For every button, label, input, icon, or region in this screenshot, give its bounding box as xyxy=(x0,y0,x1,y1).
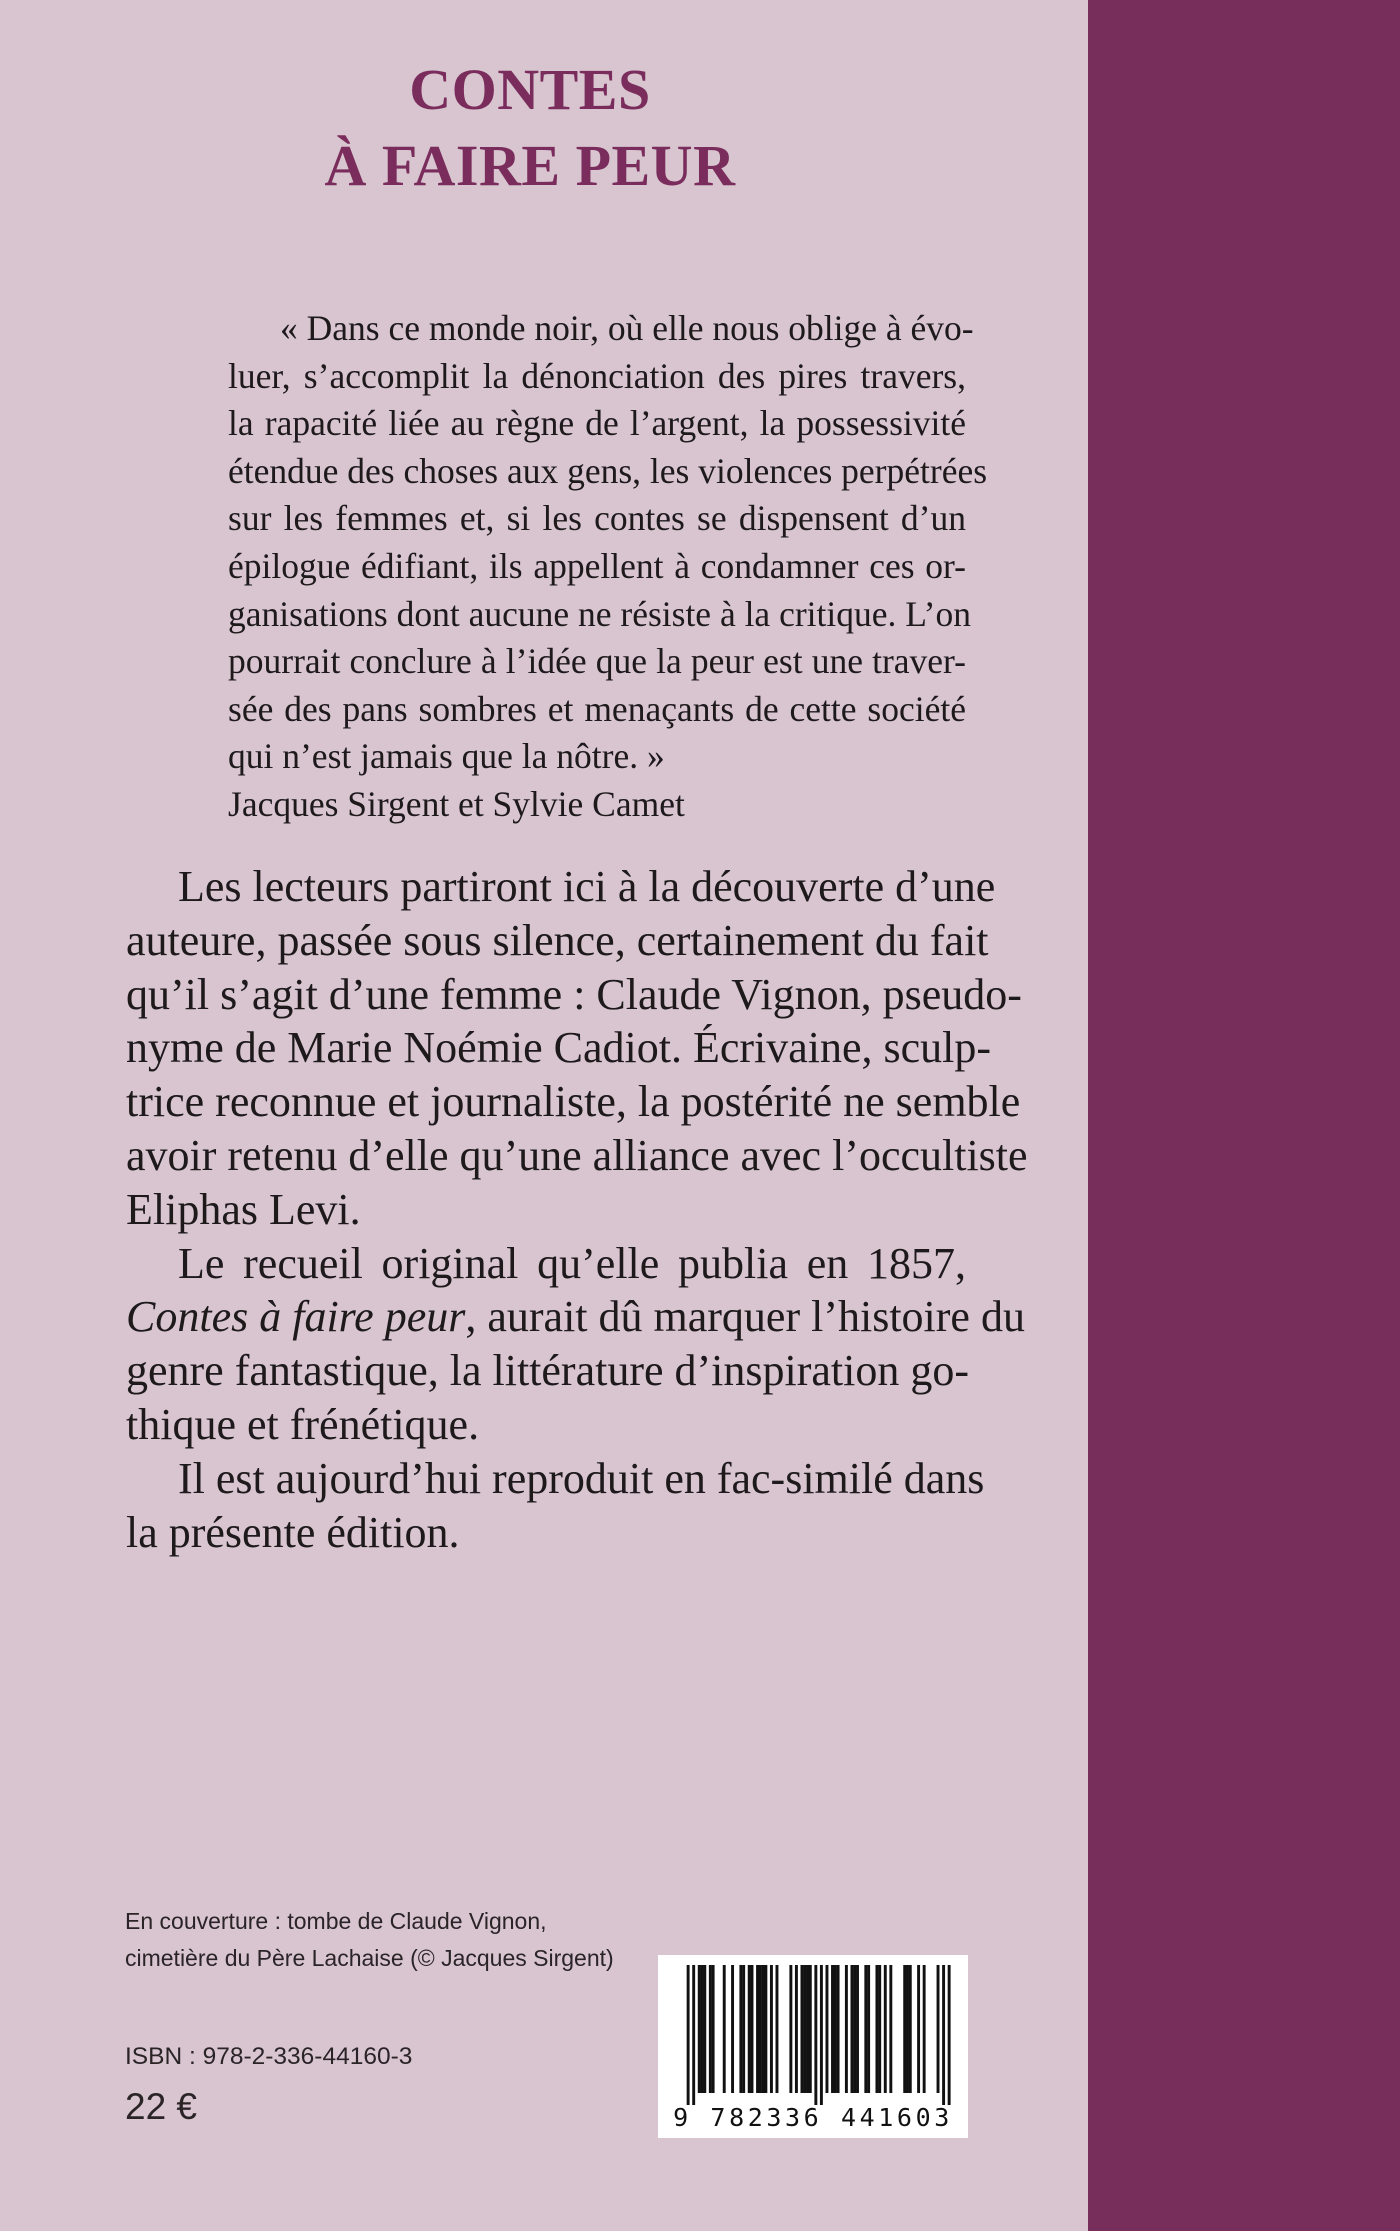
credit-line: cimetière du Père Lachaise (© Jacques Sirgent) xyxy=(125,1945,614,1971)
barcode-bar xyxy=(770,1965,773,2093)
barcode-bar xyxy=(703,1965,706,2093)
quote-line: épilogue édifiant, ils appellent à condamner ces or- xyxy=(228,545,966,586)
barcode-bar xyxy=(878,1965,881,2093)
barcode-bar xyxy=(906,1965,909,2093)
barcode-bar xyxy=(814,1965,817,2105)
barcode-bar xyxy=(853,1965,856,2093)
title-line-1: CONTES xyxy=(409,57,651,122)
paragraph-line: Les lecteurs partiront ici à la découverte d’une xyxy=(178,862,996,911)
price: 22 € xyxy=(125,2086,198,2127)
quote-line: « Dans ce monde noir, où elle nous oblige à évo- xyxy=(280,308,974,348)
barcode-bar xyxy=(751,1965,754,2093)
paragraph-line xyxy=(126,1290,1025,1344)
quote-line: qui n’est jamais que la nôtre. » xyxy=(228,736,665,777)
quote-line: ganisations dont aucune ne résiste à la critique. L’on xyxy=(228,593,971,634)
paragraph-line: la présente édition. xyxy=(126,1507,460,1557)
barcode-bar xyxy=(801,1965,804,2093)
paragraph-line: Le recueil original qu’elle publia en 1857, xyxy=(178,1238,966,1288)
barcode-bar xyxy=(692,1965,695,2105)
barcode-bar xyxy=(917,1965,920,2093)
paragraph-line-rest: , aurait dû marquer l’histoire du xyxy=(465,1292,1025,1342)
paragraph-line: auteure, passée sous silence, certainement du fait xyxy=(126,915,989,965)
barcode-bar xyxy=(864,1965,867,2093)
barcode-bar xyxy=(701,1965,704,2093)
barcode-bar xyxy=(739,1965,742,2093)
paragraph-3 xyxy=(126,1452,985,1560)
barcode-bar xyxy=(723,1965,726,2093)
quote-attribution: Jacques Sirgent et Sylvie Camet xyxy=(228,783,685,824)
credit-line: En couverture : tombe de Claude Vignon, xyxy=(125,1908,547,1934)
barcode-bar xyxy=(709,1965,712,2093)
quote-line: luer, s’accomplit la dénonciation des pires travers, xyxy=(228,355,966,396)
barcode-bar xyxy=(748,1965,751,2093)
paragraph-2 xyxy=(126,1237,1025,1452)
barcode-bar xyxy=(759,1965,762,2093)
barcode-bar xyxy=(850,1965,853,2093)
barcode-bar xyxy=(903,1965,906,2093)
barcode-bar xyxy=(948,1965,951,2105)
barcode-bar xyxy=(909,1965,912,2093)
barcode-bar xyxy=(845,1965,848,2093)
paragraph-line: nyme de Marie Noémie Cadiot. Écrivaine, sculp- xyxy=(126,1023,992,1073)
back-cover-description xyxy=(126,860,1028,1559)
barcode-bar xyxy=(875,1965,878,2093)
book-title xyxy=(100,52,960,204)
barcode-bar xyxy=(867,1965,870,2093)
barcode-bar xyxy=(762,1965,765,2093)
barcode-bar xyxy=(731,1965,734,2093)
barcode-bars xyxy=(670,1965,956,2105)
barcode-bar xyxy=(742,1965,745,2093)
cover-credit xyxy=(125,1903,614,1977)
paragraph-line: avoir retenu d’elle qu’une alliance avec l’occultiste xyxy=(126,1130,1028,1180)
paragraph-line: Il est aujourd’hui reproduit en fac-similé dans xyxy=(178,1453,985,1503)
paragraph-1 xyxy=(126,860,1028,1237)
barcode-bar xyxy=(923,1965,926,2093)
italic-book-title: Contes à faire peur xyxy=(126,1292,466,1342)
barcode xyxy=(658,1955,968,2138)
quote-line: étendue des choses aux gens, les violences perpétrées xyxy=(228,450,988,491)
barcode-bar xyxy=(837,1965,840,2093)
paragraph-line: Eliphas Levi. xyxy=(126,1184,361,1234)
barcode-bar xyxy=(776,1965,779,2093)
barcode-bar xyxy=(889,1965,892,2093)
quote-line: sur les femmes et, si les contes se dispensent d’un xyxy=(228,498,966,539)
title-line-2: À FAIRE PEUR xyxy=(324,133,736,198)
barcode-bar xyxy=(806,1965,809,2093)
quote-line: pourrait conclure à l’idée que la peur est une traver- xyxy=(228,641,966,682)
barcode-bar xyxy=(826,1965,829,2093)
barcode-bar xyxy=(820,1965,823,2105)
barcode-bar xyxy=(789,1965,792,2093)
barcode-bar xyxy=(809,1965,812,2093)
paragraph-line: genre fantastique, la littérature d’inspiration go- xyxy=(126,1346,970,1396)
isbn-number: ISBN : 978-2-336-44160-3 xyxy=(125,2043,413,2070)
barcode-bar xyxy=(803,1965,806,2093)
barcode-bar xyxy=(687,1965,690,2105)
paragraph-line: trice reconnue et journaliste, la postérité ne semble xyxy=(126,1077,1021,1127)
barcode-digits: 9 782336 441603 xyxy=(673,2103,953,2132)
paragraph-line: qu’il s’agit d’une femme : Claude Vignon, pseudo- xyxy=(126,969,1022,1019)
barcode-bar xyxy=(831,1965,834,2093)
barcode-bar xyxy=(756,1965,759,2093)
barcode-bar xyxy=(937,1965,940,2093)
quote-line: la rapacité liée au règne de l’argent, la possessivité xyxy=(228,403,966,444)
quote-line: sée des pans sombres et menaçants de cette société xyxy=(228,688,966,729)
barcode-bar xyxy=(764,1965,767,2093)
paragraph-line: thique et frénétique. xyxy=(126,1399,480,1449)
spine-color-band xyxy=(1088,0,1400,2231)
barcode-bar xyxy=(698,1965,701,2093)
barcode-bar xyxy=(712,1965,715,2093)
barcode-bar xyxy=(834,1965,837,2093)
barcode-bar xyxy=(942,1965,945,2105)
barcode-bar xyxy=(795,1965,798,2093)
barcode-bar xyxy=(884,1965,887,2093)
barcode-bar xyxy=(856,1965,859,2093)
pull-quote xyxy=(228,305,988,829)
